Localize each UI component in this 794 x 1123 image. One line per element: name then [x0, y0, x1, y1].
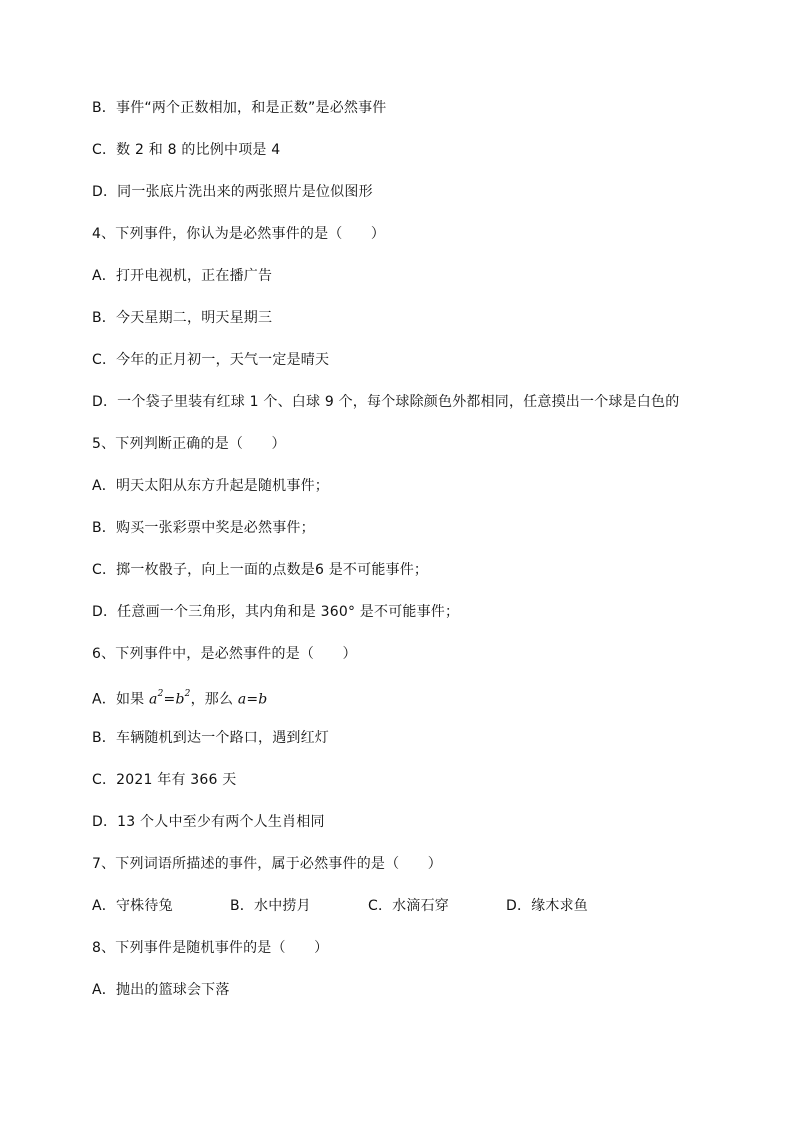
- math-a: a: [237, 691, 247, 708]
- q3-option-c: C．数 2 和 8 的比例中项是 4: [92, 142, 281, 158]
- q6-option-a-mid: ，那么: [190, 691, 238, 708]
- q6-option-a: [92, 687, 267, 709]
- q8-option-a: A．抛出的篮球会下落: [92, 982, 230, 998]
- q7-option-d: D．缘木求鱼: [506, 898, 588, 914]
- q8-stem: 8、下列事件是随机事件的是（ ）: [92, 940, 329, 956]
- q4-option-b: B．今天星期二，明天星期三: [92, 310, 273, 326]
- math-exponent: 2: [157, 689, 164, 699]
- q7-stem: 7、下列词语所描述的事件，属于必然事件的是（ ）: [92, 856, 442, 872]
- q4-option-d: D．一个袋子里装有红球 1 个、白球 9 个，每个球除颜色外都相同，任意摸出一个球是白色的: [92, 394, 680, 410]
- math-a: a: [149, 691, 158, 708]
- q4-option-a: A．打开电视机，正在播广告: [92, 268, 273, 284]
- q5-option-a: A．明天太阳从东方升起是随机事件；: [92, 478, 329, 494]
- q6-option-b: B．车辆随机到达一个路口，遇到红灯: [92, 730, 330, 746]
- q3-option-d: D．同一张底片洗出来的两张照片是位似图形: [92, 184, 373, 200]
- q5-option-c: C．掷一枚骰子，向上一面的点数是6 是不可能事件；: [92, 562, 429, 578]
- math-equals: =: [246, 691, 259, 708]
- q7-option-a: A．守株待兔: [92, 898, 173, 914]
- math-b: b: [175, 691, 185, 708]
- q4-stem: 4、下列事件，你认为是必然事件的是（ ）: [92, 226, 386, 242]
- q3-option-b: B．事件“两个正数相加，和是正数”是必然事件: [92, 100, 387, 116]
- q5-stem: 5、下列判断正确的是（ ）: [92, 436, 286, 452]
- q6-option-c: C．2021 年有 366 天: [92, 772, 237, 788]
- q7-option-b: B．水中捞月: [230, 898, 311, 914]
- q6-option-d: D．13 个人中至少有两个人生肖相同: [92, 814, 325, 830]
- q5-option-b: B．购买一张彩票中奖是必然事件；: [92, 520, 315, 536]
- q6-option-a-prefix: A．如果: [92, 691, 150, 708]
- math-b: b: [258, 691, 268, 708]
- q6-stem: 6、下列事件中，是必然事件的是（ ）: [92, 646, 357, 662]
- q4-option-c: C．今年的正月初一，天气一定是晴天: [92, 352, 330, 368]
- q5-option-d: D．任意画一个三角形，其内角和是 360° 是不可能事件；: [92, 604, 460, 620]
- q7-option-c: C．水滴石穿: [368, 898, 449, 914]
- math-equals: =: [163, 691, 176, 708]
- q7-options: [92, 897, 644, 915]
- math-exponent: 2: [184, 689, 191, 699]
